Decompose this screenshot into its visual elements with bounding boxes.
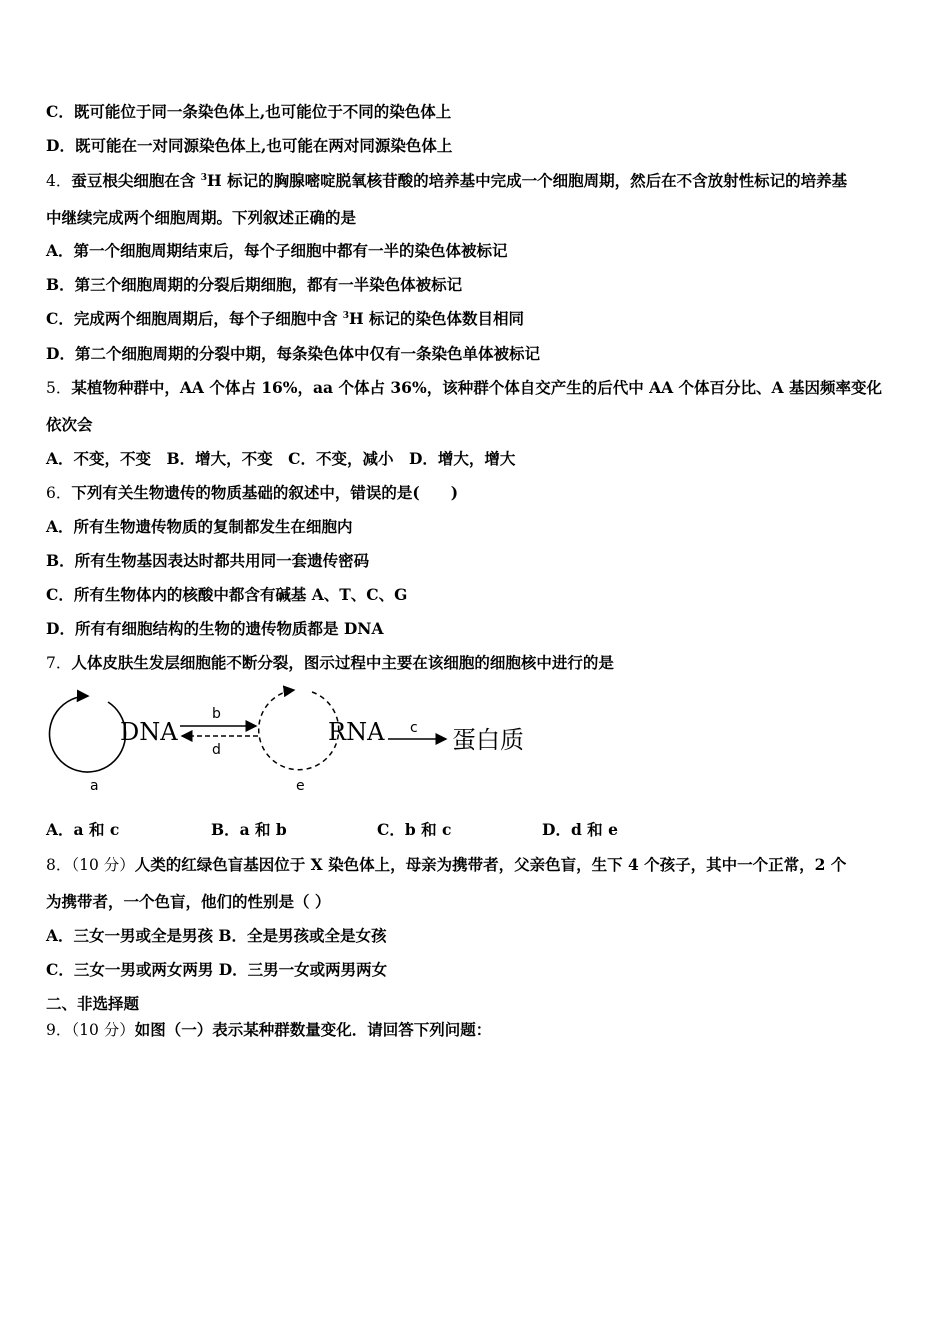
text-segment: 中继续完成两个细胞周期。下列叙述正确的是: [46, 208, 357, 227]
text-segment: 依次会: [46, 415, 93, 434]
label-c: c: [410, 720, 418, 736]
line-q8ab: [46, 926, 387, 946]
line-q5l1: [46, 378, 882, 398]
line-q4d: [46, 344, 540, 364]
text-segment: C．既可能位于同一条染色体上,也可能位于不同的染色体上: [46, 102, 452, 121]
text-segment: A．所有生物遗传物质的复制都发生在细胞内: [46, 517, 353, 536]
text-segment: D．第二个细胞周期的分裂中期，每条染色体中仅有一条染色单体被标记: [46, 344, 540, 363]
label-e: e: [296, 778, 305, 794]
dna-label: DNA: [120, 718, 178, 746]
line-q3c: [46, 102, 451, 122]
replication-circle-a: [50, 696, 126, 772]
question-number: 7．: [46, 654, 72, 672]
question-number: 5．: [46, 379, 72, 397]
text-segment: B．所有生物基因表达时都共用同一套遗传密码: [46, 551, 370, 570]
rna-label: RNA: [328, 718, 385, 746]
text-segment: D．既可能在一对同源染色体上,也可能在两对同源染色体上: [46, 136, 453, 155]
line-q4l1: [46, 171, 847, 191]
text-segment: 蚕豆根尖细胞在含: [71, 171, 201, 190]
text-segment: A．第一个细胞周期结束后，每个子细胞中都有一半的染色体被标记: [46, 241, 508, 260]
line-q8l1: [46, 855, 846, 875]
text-segment: H 标记的染色体数目相同: [349, 309, 525, 328]
text-segment: C．三女一男或两女两男 D．三男一女或两男两女: [46, 960, 388, 979]
label-b: b: [212, 706, 221, 722]
text-segment: 下列有关生物遗传的物质基础的叙述中，错误的是( ): [71, 483, 459, 502]
option-q7c: C．b 和 c: [377, 820, 452, 839]
text-segment: B．第三个细胞周期的分裂后期细胞，都有一半染色体被标记: [46, 275, 463, 294]
option-q7b: B．a 和 b: [211, 820, 287, 839]
line-sec2: [46, 994, 139, 1014]
rna-replication-circle-e: [259, 690, 339, 770]
text-segment: A．三女一男或全是男孩 B．全是男孩或全是女孩: [46, 926, 387, 945]
central-dogma-diagram: [46, 684, 546, 796]
question-number: 4．: [46, 172, 72, 190]
text-segment: 为携带者，一个色盲，他们的性别是（ ）: [46, 892, 331, 911]
text-segment: 人类的红绿色盲基因位于 X 染色体上，母亲为携带者，父亲色盲，生下 4 个孩子，其中一个正常，2 个: [134, 855, 847, 874]
text-segment: C．所有生物体内的核酸中都含有碱基 A、T、C、G: [46, 585, 408, 604]
line-q4l2: [46, 208, 356, 228]
line-q8cd: [46, 960, 387, 980]
protein-label: 蛋白质: [452, 726, 524, 754]
line-q3d: [46, 136, 452, 156]
question-number: 9．（10 分）: [46, 1021, 135, 1039]
text-segment: D．所有有细胞结构的生物的遗传物质都是 DNA: [46, 619, 384, 638]
question-number: 6．: [46, 484, 72, 502]
superscript: 3: [342, 311, 349, 321]
line-q7: [46, 653, 614, 673]
line-q4b: [46, 275, 462, 295]
line-q6a: [46, 517, 353, 537]
line-q4a: [46, 241, 508, 261]
text-segment: H 标记的胸腺嘧啶脱氧核苷酸的培养基中完成一个细胞周期，然后在不含放射性标记的培养基: [207, 171, 848, 190]
line-q5l2: [46, 415, 93, 435]
line-q6d: [46, 619, 383, 639]
text-segment: 如图（一）表示某种群数量变化．请回答下列问题：: [134, 1020, 492, 1039]
text-segment: 某植物种群中，AA 个体占 16%，aa 个体占 36%，该种群个体自交产生的后代中 AA 个体百分比、A 基因频率变化: [71, 378, 882, 397]
text-segment: 二、非选择题: [46, 994, 140, 1013]
text-segment: C．完成两个细胞周期后，每个子细胞中含: [46, 309, 343, 328]
label-a: a: [90, 778, 99, 794]
label-d: d: [212, 742, 221, 758]
option-q7d: D．d 和 e: [542, 820, 618, 839]
question-number: 8．（10 分）: [46, 856, 135, 874]
line-q8l2: [46, 892, 330, 912]
line-q6: [46, 483, 458, 503]
superscript: 3: [200, 173, 208, 183]
line-q6b: [46, 551, 369, 571]
line-q9: [46, 1020, 491, 1040]
line-q5opts: [46, 449, 515, 469]
line-q6c: [46, 585, 407, 605]
option-q7a: A．a 和 c: [46, 820, 120, 839]
text-segment: 人体皮肤生发层细胞能不断分裂，图示过程中主要在该细胞的细胞核中进行的是: [71, 653, 614, 672]
line-q4c: [46, 309, 524, 329]
text-segment: A．不变，不变 B．增大，不变 C．不变，减小 D．增大，增大: [46, 449, 516, 468]
